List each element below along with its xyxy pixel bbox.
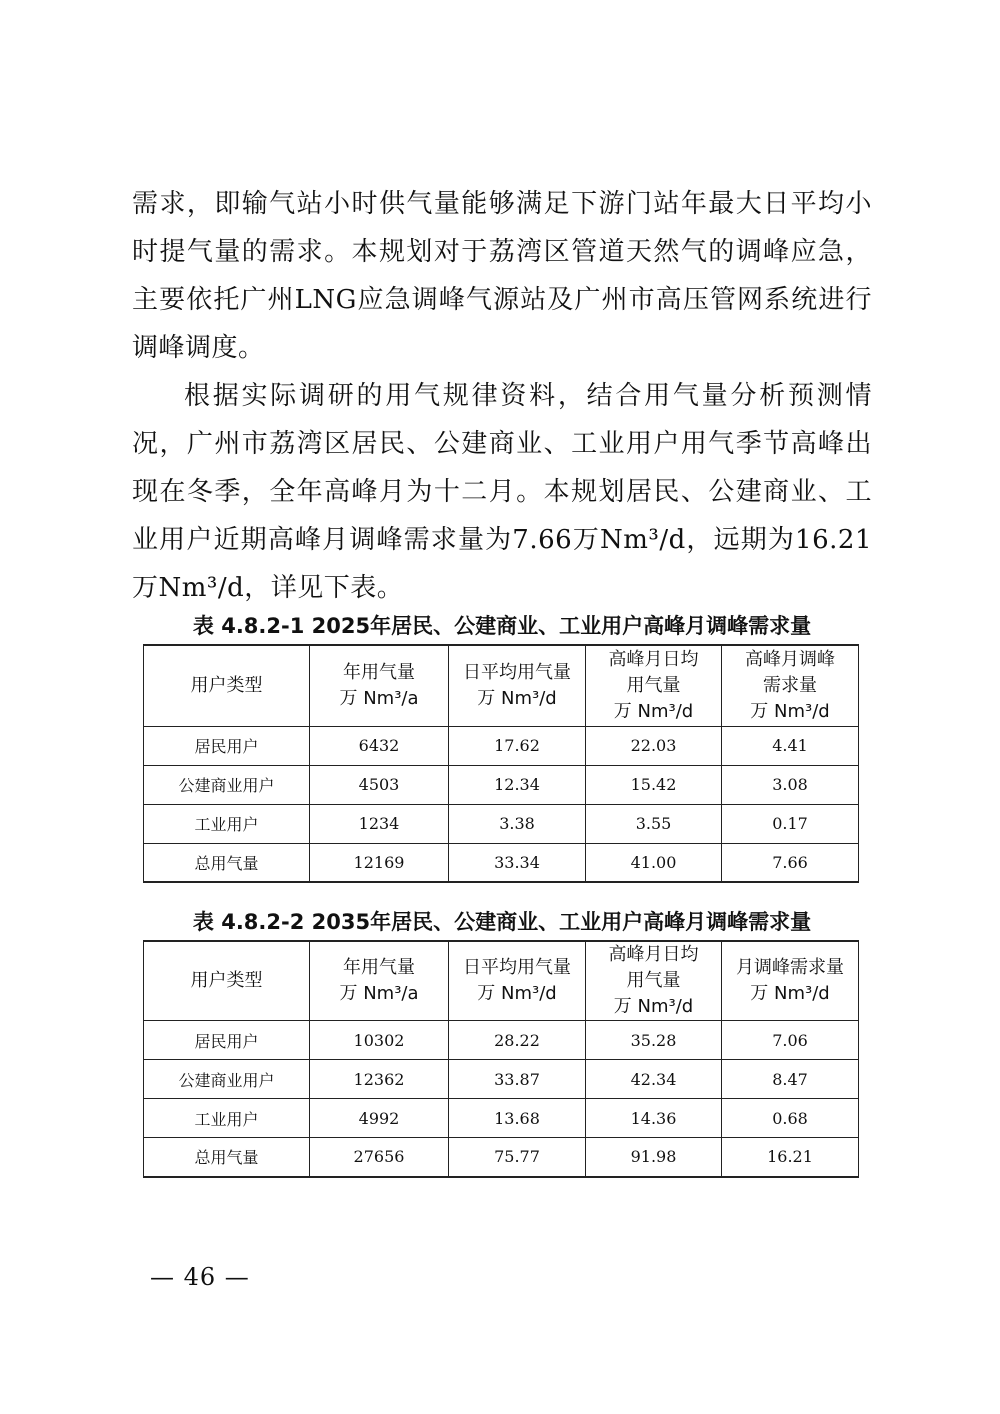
table-cell: 4.41	[722, 726, 859, 765]
table-cell-user-type: 公建商业用户	[144, 765, 310, 804]
table-cell: 3.08	[722, 765, 859, 804]
column-header-label: 日平均用气量	[463, 661, 571, 683]
column-header	[449, 645, 586, 726]
column-header-label: 高峰月调峰需求量	[745, 648, 835, 696]
table-cell-user-type: 总用气量	[144, 1138, 310, 1177]
table-cell: 7.06	[722, 1021, 859, 1060]
table-cell: 41.00	[586, 843, 722, 882]
table-cell: 12169	[310, 843, 449, 882]
table-cell: 15.42	[586, 765, 722, 804]
column-header	[144, 645, 310, 726]
column-header-label: 高峰月日均用气量	[608, 648, 699, 696]
table-row	[144, 804, 859, 843]
table-cell: 3.38	[449, 804, 586, 843]
table-cell: 28.22	[449, 1021, 586, 1060]
table-cell: 22.03	[586, 726, 722, 765]
column-header-unit: 万 Nm³/d	[613, 700, 694, 722]
table-cell: 0.17	[722, 804, 859, 843]
column-header-unit: 万 Nm³/d	[750, 700, 830, 722]
table-caption-2025: 表 4.8.2-1 2025年居民、公建商业、工业用户高峰月调峰需求量	[192, 614, 812, 638]
table-cell-user-type: 总用气量	[144, 843, 310, 882]
table-cell: 17.62	[449, 726, 586, 765]
column-header-label: 日平均用气量	[463, 957, 571, 978]
table-cell: 10302	[310, 1021, 449, 1060]
table-cell: 0.68	[722, 1099, 859, 1138]
column-header-label: 年用气量	[343, 957, 415, 978]
column-header	[310, 645, 449, 726]
table-cell-user-type: 居民用户	[144, 726, 310, 765]
table-cell: 33.34	[449, 843, 586, 882]
table-row	[144, 1099, 859, 1138]
table-cell: 35.28	[586, 1021, 722, 1060]
column-header-unit: 万 Nm³/d	[477, 983, 557, 1004]
table-cell: 1234	[310, 804, 449, 843]
column-header-label: 用户类型	[190, 970, 263, 991]
table-row	[144, 765, 859, 804]
column-header-unit: 万 Nm³/d	[750, 983, 830, 1004]
column-header-label: 月调峰需求量	[736, 957, 844, 978]
column-header-unit: 万 Nm³/a	[339, 983, 419, 1004]
column-header	[586, 645, 722, 726]
column-header-label: 年用气量	[343, 661, 415, 683]
table-cell: 7.66	[722, 843, 859, 882]
column-header-unit: 万 Nm³/a	[339, 687, 419, 709]
table-cell: 33.87	[449, 1060, 586, 1099]
column-header-unit: 万 Nm³/d	[477, 687, 557, 709]
body-paragraph-2: 根据实际调研的用气规律资料，结合用气量分析预测情况，广州市荔湾区居民、公建商业、工业用户用气季节高峰出现在冬季，全年高峰月为十二月。本规划居民、公建商业、工业用户近期高峰月调峰需求量为7.66万Nm³/d，远期为16.21万Nm³/d，详见下表。	[132, 381, 872, 603]
page-number: — 46 —	[150, 1263, 250, 1291]
table-header-row	[144, 645, 859, 726]
table-cell: 12362	[310, 1060, 449, 1099]
table-row-total	[144, 1138, 859, 1177]
column-header	[449, 941, 586, 1021]
table-cell: 14.36	[586, 1099, 722, 1138]
table-cell-user-type: 公建商业用户	[144, 1060, 310, 1099]
table-cell: 91.98	[586, 1138, 722, 1177]
body-paragraph-1: 需求，即输气站小时供气量能够满足下游门站年最大日平均小时提气量的需求。本规划对于荔湾区管道天然气的调峰应急，主要依托广州LNG应急调峰气源站及广州市高压管网系统进行调峰调度。	[132, 189, 872, 363]
table-cell: 3.55	[586, 804, 722, 843]
column-header	[310, 941, 449, 1021]
table-cell-user-type: 居民用户	[144, 1021, 310, 1060]
column-header	[144, 941, 310, 1021]
table-caption-2035: 表 4.8.2-2 2035年居民、公建商业、工业用户高峰月调峰需求量	[192, 910, 812, 934]
table-cell-user-type: 工业用户	[144, 804, 310, 843]
peak-demand-table-2025	[143, 644, 859, 883]
table-cell: 4992	[310, 1099, 449, 1138]
table-cell: 27656	[310, 1138, 449, 1177]
peak-demand-table-2035	[143, 940, 859, 1178]
column-header-label: 用户类型	[190, 674, 263, 696]
table-cell: 8.47	[722, 1060, 859, 1099]
column-header-label: 高峰月日均用气量	[608, 944, 699, 991]
table-cell: 6432	[310, 726, 449, 765]
table-cell-user-type: 工业用户	[144, 1099, 310, 1138]
table-cell: 75.77	[449, 1138, 586, 1177]
column-header	[586, 941, 722, 1021]
table-row	[144, 1060, 859, 1099]
table-header-row	[144, 941, 859, 1021]
table-row	[144, 1021, 859, 1060]
table-row-total	[144, 843, 859, 882]
column-header-unit: 万 Nm³/d	[613, 996, 694, 1017]
table-cell: 42.34	[586, 1060, 722, 1099]
table-cell: 13.68	[449, 1099, 586, 1138]
column-header	[722, 645, 859, 726]
table-cell: 16.21	[722, 1138, 859, 1177]
table-cell: 12.34	[449, 765, 586, 804]
table-row	[144, 726, 859, 765]
table-cell: 4503	[310, 765, 449, 804]
column-header	[722, 941, 859, 1021]
